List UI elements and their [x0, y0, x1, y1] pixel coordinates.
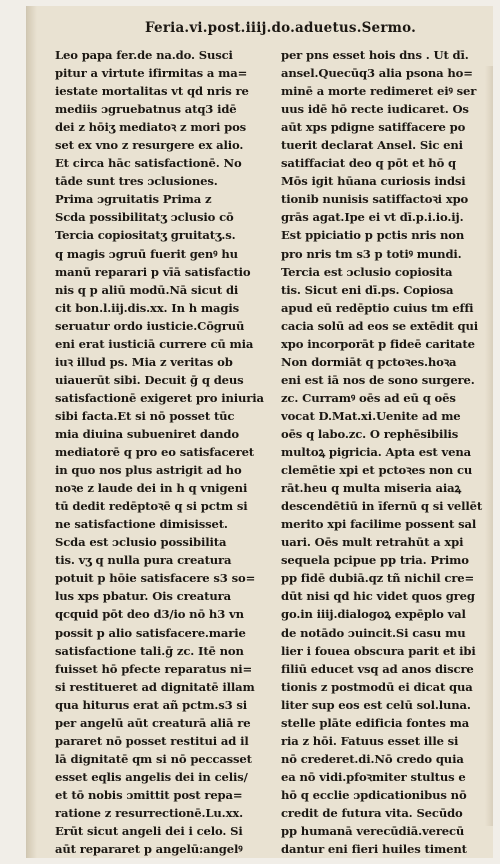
text-line: Scda est ɔclusio possibilita — [55, 535, 227, 550]
text-line: tāde sunt tres ɔclusiones. — [55, 174, 218, 189]
text-line: lā dignitatē qm si nō peccasset — [55, 751, 252, 766]
text-line: Et circa hāc satisfactionē. No — [55, 156, 242, 171]
text-line: aūt repararet p angelū:angelꝰ — [55, 842, 243, 857]
text-line: liter sup eos est celū sol.luna. — [281, 697, 471, 712]
text-line: filiū educet vsq ad anos discre — [281, 661, 474, 676]
text-line: minē a morte redimeret eiꝰ ser — [281, 84, 477, 99]
text-line: mia diuina subueniret dando — [55, 426, 239, 441]
text-line: pararet nō posset restitui ad il — [55, 733, 249, 748]
text-line: Mōs igit hūana curiosis indsi — [281, 174, 466, 189]
text-line: hō q ecclie ɔpdicationibus nō — [281, 787, 467, 802]
text-line: cit bon.l.iij.dis.xx. In h magis — [55, 300, 239, 315]
text-line: noꝛe z laude dei in h q vnigeni — [55, 481, 248, 496]
text-line: mediis ɔgruebatnus atq3 idē — [55, 102, 237, 117]
text-line: dei z hōiʒ mediatoꝛ z mori pos — [55, 120, 247, 135]
text-line: Est ppiciatio p pctis nris non — [281, 228, 465, 243]
text-line: si restitueret ad dignitatē illam — [55, 679, 255, 694]
text-line: sibi facta.Et si nō posset tūc — [55, 408, 235, 423]
text-line: Tercia est ɔclusio copiosita — [281, 264, 453, 279]
text-line: ria z hōi. Fatuus esset ille si — [281, 733, 459, 748]
text-line: ansel.Quecūq3 alia psona ho= — [281, 66, 473, 81]
running-head: Feria.vi.post.iiij.do.aduetus.Sermo. — [145, 20, 416, 36]
text-line: set ex vno z resurgere ex alio. — [55, 138, 244, 153]
text-line: tionis z postmodū ei dicat qua — [281, 679, 473, 694]
text-line: qua hiturus erat añ pctm.s3 si — [55, 697, 248, 712]
text-line: pp humanā verecūdiā.verecū — [281, 824, 465, 839]
page-edge — [485, 66, 493, 826]
text-line: credit de futura vita. Secūdo — [281, 805, 463, 820]
text-line: lus xps pbatur. Ois creatura — [55, 589, 231, 604]
text-line: dūt nisi qd hic videt quos greg — [281, 589, 475, 604]
text-line: rāt.heu q multa miseria aiaꝝ — [281, 481, 461, 496]
text-line: in quo nos plus astrigit ad ho — [55, 463, 242, 478]
text-line: sequela pcipue pp tria. Primo — [281, 553, 469, 568]
text-line: ea nō vidi.pfoꝛmiter stultus e — [281, 769, 466, 784]
text-line: go.in iiij.dialogoꝝ expēplo val — [281, 607, 466, 622]
text-line: lier i fouea obscura parit et ibi — [281, 643, 476, 658]
text-line: tuerit declarat Ansel. Sic eni — [281, 138, 463, 153]
text-line: vocat D.Mat.xi.Uenite ad me — [281, 408, 461, 423]
text-line: Leo papa fer.de na.do. Susci — [55, 48, 233, 62]
text-line: Erūt sicut angeli dei i celo. Si — [55, 824, 243, 839]
text-line: Non dormiāt q pctoꝛes.hoꝛa — [281, 354, 457, 369]
text-line: seruatur ordo iusticie.Cōgruū — [55, 318, 245, 333]
text-line: de notādo ɔuincit.Si casu mu — [281, 625, 466, 640]
text-line: q magis ɔgruū fuerit genꝰ hu — [55, 246, 238, 261]
text-line: possit p alio satisfacere.marie — [55, 625, 246, 640]
text-line: pro nris tm s3 p totiꝰ mundi. — [281, 246, 462, 261]
text-line: cacia solū ad eos se extēdit qui — [281, 318, 479, 333]
text-line: Scda possibilitatʒ ɔclusio cō — [55, 210, 234, 225]
text-line: dantur eni fieri huiles timent — [281, 842, 467, 857]
text-line: iuꝛ illud ps. Mia z veritas ob — [55, 354, 233, 369]
text-line: satiffaciat deo q pōt et hō q — [281, 156, 457, 171]
text-line: potuit p hōie satisfacere s3 so= — [55, 571, 256, 586]
left-text-column — [55, 46, 279, 858]
text-line: satisfactionē exigeret pro iniuria — [55, 390, 264, 405]
text-line: apud eū redēptio cuius tm effi — [281, 300, 474, 315]
text-line: tū dedit redēptoꝛē q si pctm si — [55, 499, 248, 514]
text-line: aūt xps pdigne satiffacere po — [281, 120, 466, 135]
text-line: Tercia copiositatʒ gruitatʒ.s. — [55, 228, 236, 243]
gutter-shadow — [27, 6, 37, 858]
text-line: manū reparari p vīā satisfactio — [55, 264, 251, 279]
text-line: Prima ɔgruitatis Prima z — [55, 192, 212, 207]
right-text-column — [281, 46, 500, 858]
text-line: et tō nobis ɔmittit post repa= — [55, 787, 243, 802]
text-line: eni erat iusticiā currere cū mia — [55, 336, 254, 351]
text-line: mediatorē q pro eo satisfaceret — [55, 445, 254, 460]
text-line: esset eqlis angelis dei in celis/ — [55, 769, 248, 784]
text-line: uari. Oēs mult retrahūt a xpi — [281, 535, 464, 550]
text-line: fuisset hō pfecte reparatus ni= — [55, 661, 253, 676]
text-line: grās agat.Ipe ei vt dī.p.i.io.ij. — [281, 210, 464, 225]
text-line: iestate mortalitas vt qd nris re — [55, 84, 249, 99]
text-line: pitur a virtute ifirmitas a ma= — [55, 66, 248, 81]
book-page — [26, 6, 493, 858]
text-line: descendētiū in īfernū q si vellēt — [281, 499, 483, 514]
text-line: eni est iā nos de sono surgere. — [281, 372, 475, 387]
text-line: oēs q labo.zc. O rephēsibilis — [281, 426, 459, 441]
text-line: per angelū aūt creaturā aliā re — [55, 715, 251, 730]
text-line: stelle plāte edificia fontes ma — [281, 715, 470, 730]
text-line: tis. Sicut eni dī.ps. Copiosa — [281, 282, 454, 297]
text-line: ne satisfactione dimisisset. — [55, 517, 228, 532]
text-line: nō crederet.di.Nō credo quia — [281, 751, 464, 766]
text-line: xpo incorporāt p fideē caritate — [281, 336, 475, 351]
text-line: tis. vʒ q nulla pura creatura — [55, 553, 232, 568]
text-line: nis q p aliū modū.Nā sicut di — [55, 282, 239, 297]
text-line: per pns esset hois dns . Ut dī. — [281, 48, 469, 62]
text-line: ratione z resurrectionē.Lu.xx. — [55, 805, 243, 820]
text-line: tionib nunisis satiffactoꝛi xpo — [281, 192, 469, 207]
text-line: satisfactione tali.ḡ zc. Itē non — [55, 643, 244, 658]
text-line: zc. Curramꝰ oēs ad eū q oēs — [281, 390, 456, 405]
text-line: clemētie xpi et pctoꝛes non cu — [281, 463, 473, 478]
text-line: pp fidē dubiā.qz tñ nichil cre= — [281, 571, 475, 586]
text-line: qcquid pōt deo d3/io nō h3 vn — [55, 607, 244, 622]
text-line: multoꝝ pigricia. Apta est vena — [281, 445, 471, 460]
text-line: uus idē hō recte iudicaret. Os — [281, 102, 469, 117]
text-line: merito xpi facilime possent sal — [281, 517, 477, 532]
text-line: uiauerūt sibi. Decuit ḡ q deus — [55, 372, 244, 387]
